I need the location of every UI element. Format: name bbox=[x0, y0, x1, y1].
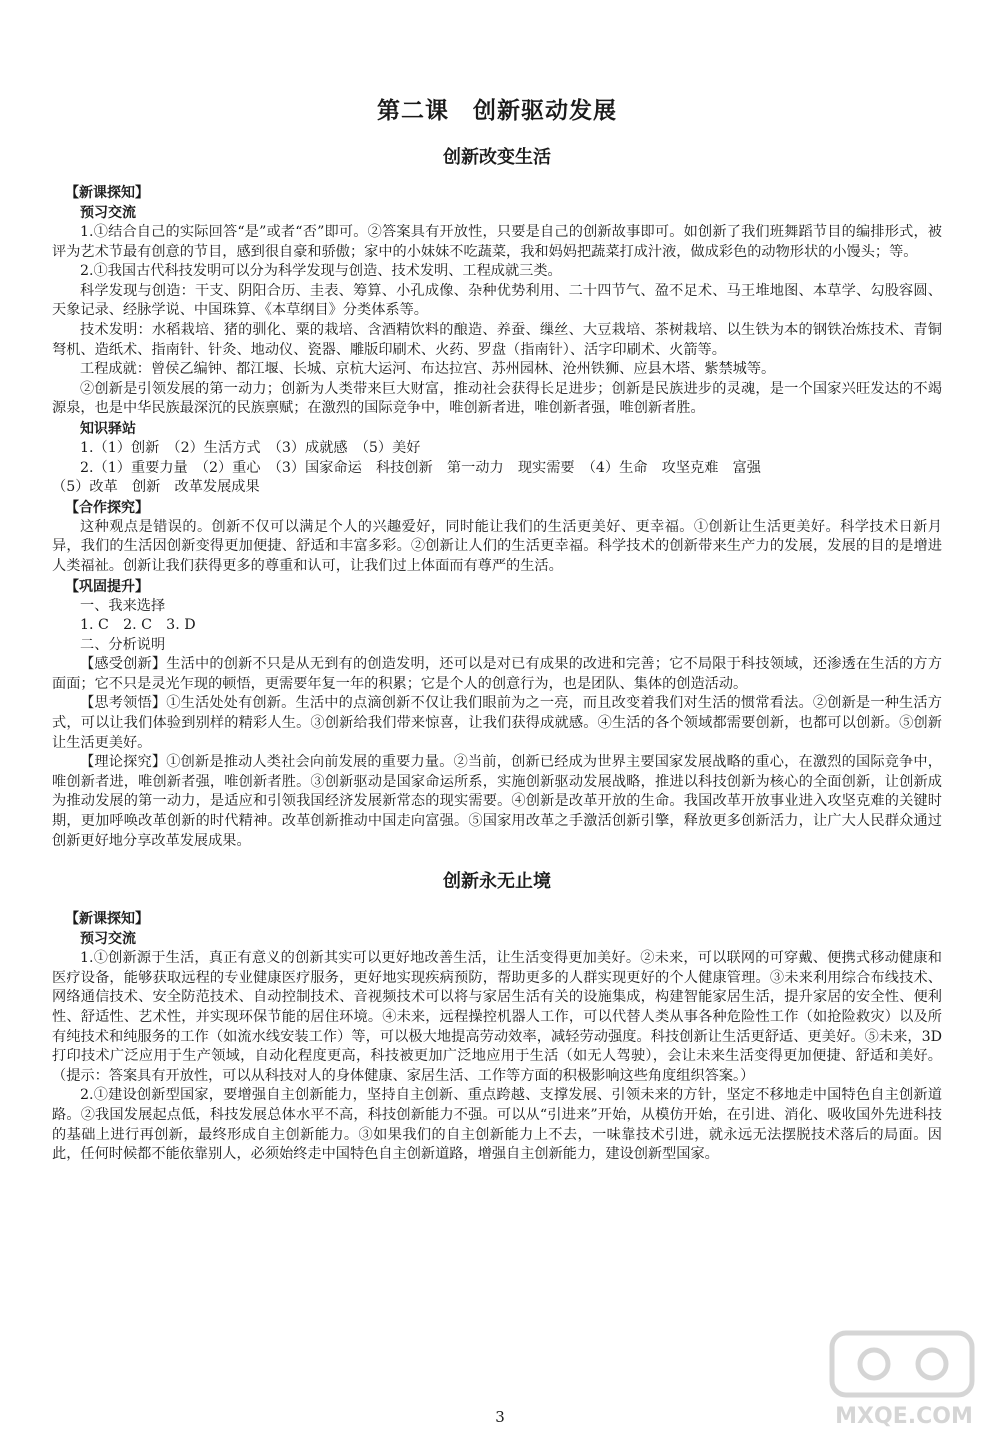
section1-hezuo-para: 这种观点是错误的。创新不仅可以满足个人的兴趣爱好，同时能让我们的生活更美好、更幸福。①创新让生活更美好。科学技术日新月异，我们的生活因创新变得更加便捷、舒适和丰富多彩。②创新让人们的生活更幸福。科学技术的创新带来生产力的发展，发展的目的是增进人类福祉。创新让我们获得更多的尊重和认可，让我们过上体面而有尊严的生活。 bbox=[52, 518, 942, 574]
section1-fenxi-para: 【感受创新】生活中的创新不只是从无到有的创造发明，还可以是对已有成果的改进和完善；它不局限于科技领域，还渗透在生活的方方面面；它不只是灵光乍现的顿悟，更需要年复一年的积累；它是个人的创意行为，也是团队、集体的创造活动。 bbox=[52, 656, 942, 692]
section2-yuxi-label: 预习交流 bbox=[80, 931, 136, 948]
section1-heading: 创新改变生活 bbox=[443, 147, 551, 168]
page-content bbox=[52, 92, 942, 1165]
section1-yuxi-para: 技术发明：水稻栽培、猪的驯化、粟的栽培、含酒精饮料的酿造、养蚕、缫丝、大豆栽培、茶树栽培、以生铁为本的钢铁冶炼技术、青铜弩机、造纸术、指南针、针灸、地动仪、瓷器、雕版印刷术、火药、罗盘（指南针）、活字印刷术、火箭等。 bbox=[52, 321, 942, 358]
section2-xinke-tag: 【新课探知】 bbox=[65, 911, 149, 928]
section1-hezuo-tag: 【合作探究】 bbox=[65, 499, 149, 516]
section1-fenxi-label: 二、分析说明 bbox=[80, 636, 166, 653]
watermark-text: MXQE.COM bbox=[835, 1404, 973, 1429]
section1-zhishi-line: 1.（1）创新 （2）生活方式 （3）成就感 （5）美好 bbox=[80, 439, 421, 456]
section2-yuxi-para: 1.①创新源于生活，真正有意义的创新其实可以更好地改善生活，让生活变得更加美好。②未来，可以联网的可穿戴、便携式移动健康和医疗设备，能够获取远程的专业健康医疗服务，更好地实现疾病预防，帮助更多的人群实现更好的个人健康管理。③未来利用综合布线技术、网络通信技术、安全防范技术、自动控制技术、音视频技术可以将与家居生活有关的设施集成，构建智能家居生活，提升家居的安全性、便利性、舒适性、艺术性，并实现环保节能的居住环境。④未来，远程操控机器人工作，可以代替人类从事各种危险性工作（如抢险救灾）以及所有纯技术和纯服务的工作（如流水线安装工作）等，可以极大地提高劳动效率，减轻劳动强度。科技创新让生活更舒适、更美好。⑤未来，3D打印技术广泛应用于生产领域，自动化程度更高，科技被更加广泛地应用于生活（如无人驾驶），会让未来生活变得更加便捷、舒适和美好。（提示：答案具有开放性，可以从科技对人的身体健康、家居生活、工作等方面的积极影响这些角度组织答案。） bbox=[52, 950, 942, 1084]
section1-yuxi-para: 2.①我国古代科技发明可以分为科学发现与创造、技术发明、工程成就三类。 bbox=[80, 263, 562, 280]
section1-xuanze-label: 一、我来选择 bbox=[80, 597, 166, 614]
section1-yuxi-para: 科学发现与创造：干支、阴阳合历、圭表、筹算、小孔成像、杂种优势利用、二十四节气、盈不足术、马王堆地图、本草学、勾股容圆、天象记录、经脉学说、中国珠算、《本草纲目》分类体系等。 bbox=[52, 282, 942, 319]
section1-xinke-tag: 【新课探知】 bbox=[65, 185, 149, 201]
section1-zhishi-line: 2.（1）重要力量 （2）重心 （3）国家命运 科技创新 第一动力 现实需要 （4）生命 攻坚克难 富强 bbox=[80, 459, 761, 476]
section1-fenxi-para: 【理论探究】①创新是推动人类社会向前发展的重要力量。②当前，创新已经成为世界主要国家发展战略的重心，在激烈的国际竞争中，唯创新者进，唯创新者强，唯创新者胜。③创新驱动是国家命运所系，实施创新驱动发展战略，推进以科技创新为核心的全面创新，让创新成为推动发展的第一动力，是适应和引领我国经济发展新常态的现实需要。④创新是改革开放的生命。我国改革开放事业进入攻坚克难的关键时期，更加呼唤改革创新的时代精神。改革创新推动中国走向富强。⑤国家用改革之手激活创新引擎，释放更多创新活力，让广大人民群众通过创新更好地分享改革发展成果。 bbox=[52, 754, 942, 849]
section1-yuxi-para: 工程成就：曾侯乙编钟、都江堰、长城、京杭大运河、布达拉宫、苏州园林、沧州铁狮、应县木塔、紫禁城等。 bbox=[80, 361, 776, 378]
section2-heading: 创新永无止境 bbox=[443, 871, 551, 893]
section1-zhishi-line: （5）改革 创新 改革发展成果 bbox=[52, 479, 260, 496]
section1-xuanze-answers: 1. C 2. C 3. D bbox=[80, 617, 196, 634]
lesson-title: 第二课 创新驱动发展 bbox=[377, 98, 617, 124]
section1-gonggu-tag: 【巩固提升】 bbox=[65, 578, 149, 595]
page-number: 3 bbox=[495, 1408, 505, 1426]
section2-yuxi-para: 2.①建设创新型国家，要增强自主创新能力，坚持自主创新、重点跨越、支撑发展、引领未来的方针，坚定不移地走中国特色自主创新道路。②我国发展起点低，科技发展总体水平不高，科技创新能力不强。可以从“引进来”开始，从模仿开始，在引进、消化、吸收国外先进科技的基础上进行再创新，最终形成自主创新能力。③如果我们的自主创新能力上不去，一味靠技术引进，就永远无法摆脱技术落后的局面。因此，任何时候都不能依靠别人，必须始终走中国特色自主创新道路，增强自主创新能力，建设创新型国家。 bbox=[52, 1087, 942, 1163]
section1-fenxi-para: 【思考领悟】①生活处处有创新。生活中的点滴创新不仅让我们眼前为之一亮，而且改变着我们对生活的惯常看法。②创新是一种生活方式，可以让我们体验到别样的精彩人生。③创新给我们带来惊喜，让我们获得成就感。④生活的各个领域都需要创新，也都可以创新。⑤创新让生活更美好。 bbox=[52, 695, 942, 751]
section1-yuxi-label: 预习交流 bbox=[80, 205, 136, 221]
section1-zhishi-label: 知识驿站 bbox=[80, 420, 136, 437]
section1-yuxi-para: ②创新是引领发展的第一动力；创新为人类带来巨大财富，推动社会获得长足进步；创新是民族进步的灵魂，是一个国家兴旺发达的不竭源泉，也是中华民族最深沉的民族禀赋；在激烈的国际竞争中，唯创新者进，唯创新者强，唯创新者胜。 bbox=[52, 380, 942, 417]
section1-yuxi-para: 1.①结合自己的实际回答“是”或者“否”即可。②答案具有开放性，只要是自己的创新故事即可。如创新了我们班舞蹈节目的编排形式，被评为艺术节最有创意的节目，感到很自豪和骄傲；家中的小妹妹不吃蔬菜，我和妈妈把蔬菜打成汁液，做成彩色的动物形状的小馒头；等。 bbox=[52, 224, 942, 260]
watermark-logo bbox=[814, 1325, 994, 1435]
